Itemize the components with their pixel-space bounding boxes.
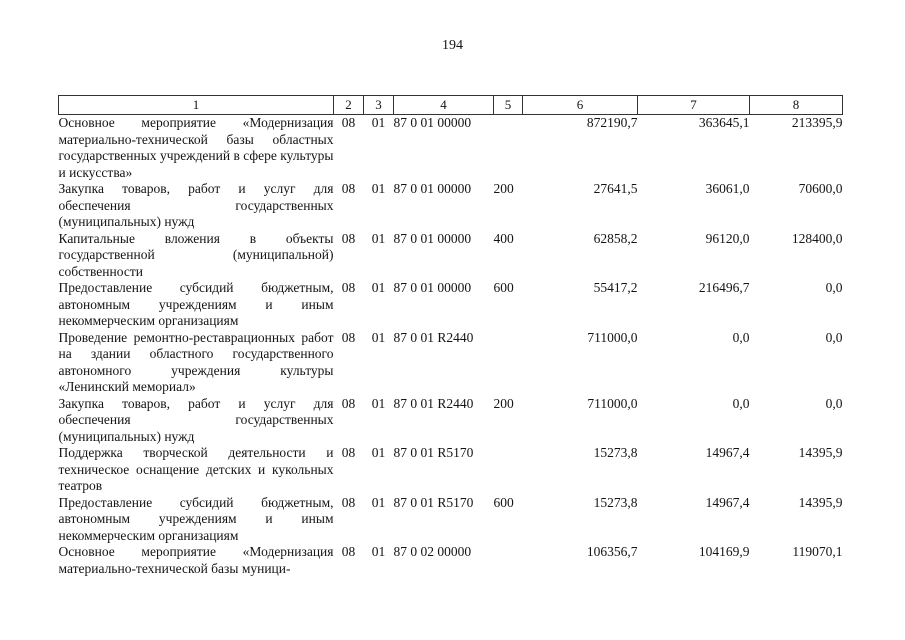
row-subsection: 01 [371, 181, 386, 196]
row-value-7: 0,0 [732, 329, 750, 345]
row-value-8: 0,0 [825, 280, 843, 295]
row-expense-type [494, 330, 523, 396]
row-value-6: 711000,0 [587, 395, 638, 411]
row-value-7: 0,0 [732, 395, 750, 411]
row-target-code: 87 0 01 R5170 [393, 494, 474, 510]
row-section: 08 [341, 280, 356, 295]
row-value-6: 15273,8 [593, 445, 638, 460]
row-subsection: 01 [371, 329, 386, 345]
row-value-7: 363645,1 [698, 115, 750, 130]
row-subsection: 01 [371, 230, 386, 246]
row-value-8: 14395,9 [798, 445, 843, 460]
row-target-code: 87 0 01 00000 [393, 181, 472, 196]
row-name: Поддержка творческой деятельности и техническое оснащение детских и кукольных театров [58, 445, 334, 493]
row-subsection: 01 [371, 115, 386, 130]
row-name: Капитальные вложения в объекты государственной (муниципальной) собственности [58, 230, 334, 279]
table-row [59, 445, 843, 495]
row-value-7: 14967,4 [705, 445, 750, 460]
table-row [59, 280, 843, 330]
row-section: 08 [341, 395, 356, 411]
row-target-code: 87 0 01 00000 [393, 280, 472, 295]
row-expense-type [494, 544, 523, 577]
header-col-4: 4 [394, 96, 494, 115]
header-col-1: 1 [59, 96, 334, 115]
row-name: Проведение ремонтно-реставрационных работ на здании областного государственного автономного учреждения культуры «Ленинский мемориал» [58, 329, 334, 394]
page-number: 194 [442, 38, 463, 53]
table-row [59, 330, 843, 396]
row-value-8: 0,0 [825, 395, 843, 411]
table-row [59, 231, 843, 281]
row-subsection: 01 [371, 494, 386, 510]
table-header-row [59, 96, 843, 115]
row-target-code: 87 0 01 R2440 [393, 395, 474, 411]
row-value-7: 104169,9 [698, 544, 750, 559]
table-row [59, 544, 843, 577]
row-section: 08 [341, 544, 356, 559]
row-name: Предоставление субсидий бюджетным, автономным учреждениям и иным некоммерческим организациям [58, 280, 334, 328]
row-expense-type: 200 [493, 395, 514, 411]
header-col-6: 6 [523, 96, 638, 115]
row-target-code: 87 0 01 R5170 [393, 445, 474, 460]
row-value-6: 711000,0 [587, 329, 638, 345]
row-value-7: 216496,7 [698, 280, 750, 295]
row-value-8: 70600,0 [798, 181, 843, 196]
row-name: Закупка товаров, работ и услуг для обеспечения государственных (муниципальных) нужд [58, 181, 334, 229]
table-row [59, 181, 843, 231]
header-col-8: 8 [750, 96, 843, 115]
row-value-6: 27641,5 [593, 181, 638, 196]
table-row [59, 396, 843, 446]
row-value-7: 14967,4 [705, 494, 750, 510]
row-section: 08 [341, 329, 356, 345]
row-expense-type [494, 115, 523, 182]
row-value-6: 55417,2 [593, 280, 638, 295]
row-section: 08 [341, 230, 356, 246]
row-expense-type: 400 [493, 230, 514, 246]
row-section: 08 [341, 115, 356, 130]
row-name: Предоставление субсидий бюджетным, автономным учреждениям и иным некоммерческим организациям [58, 494, 334, 543]
row-expense-type: 600 [493, 280, 514, 295]
row-target-code: 87 0 01 00000 [393, 115, 472, 130]
budget-table [58, 95, 843, 577]
row-target-code: 87 0 01 R2440 [393, 329, 474, 345]
row-section: 08 [341, 494, 356, 510]
row-target-code: 87 0 02 00000 [393, 544, 472, 559]
row-name: Основное мероприятие «Модернизация материально-технической базы муници- [58, 544, 334, 576]
header-col-5: 5 [494, 96, 523, 115]
table-row [59, 495, 843, 545]
row-value-8: 0,0 [825, 329, 843, 345]
row-value-6: 15273,8 [593, 494, 638, 510]
row-value-8: 128400,0 [791, 230, 843, 246]
row-name: Основное мероприятие «Модернизация материально-технической базы областных государственных учреждений в сфере культуры и искусства» [58, 115, 334, 180]
header-col-3: 3 [364, 96, 394, 115]
row-subsection: 01 [371, 544, 386, 559]
row-value-6: 106356,7 [586, 544, 638, 559]
row-value-6: 62858,2 [593, 230, 638, 246]
row-value-6: 872190,7 [586, 115, 638, 130]
table-row [59, 115, 843, 182]
row-expense-type: 200 [493, 181, 514, 196]
row-expense-type [494, 445, 523, 495]
row-subsection: 01 [371, 280, 386, 295]
row-value-8: 14395,9 [798, 494, 843, 510]
row-name: Закупка товаров, работ и услуг для обеспечения государственных (муниципальных) нужд [58, 395, 334, 444]
row-value-7: 96120,0 [705, 230, 750, 246]
row-target-code: 87 0 01 00000 [393, 230, 472, 246]
header-col-2: 2 [334, 96, 364, 115]
row-section: 08 [341, 181, 356, 196]
row-value-7: 36061,0 [705, 181, 750, 196]
row-section: 08 [341, 445, 356, 460]
row-value-8: 119070,1 [792, 544, 843, 559]
header-col-7: 7 [638, 96, 750, 115]
row-expense-type: 600 [493, 494, 514, 510]
row-subsection: 01 [371, 445, 386, 460]
row-subsection: 01 [371, 395, 386, 411]
row-value-8: 213395,9 [791, 115, 843, 130]
